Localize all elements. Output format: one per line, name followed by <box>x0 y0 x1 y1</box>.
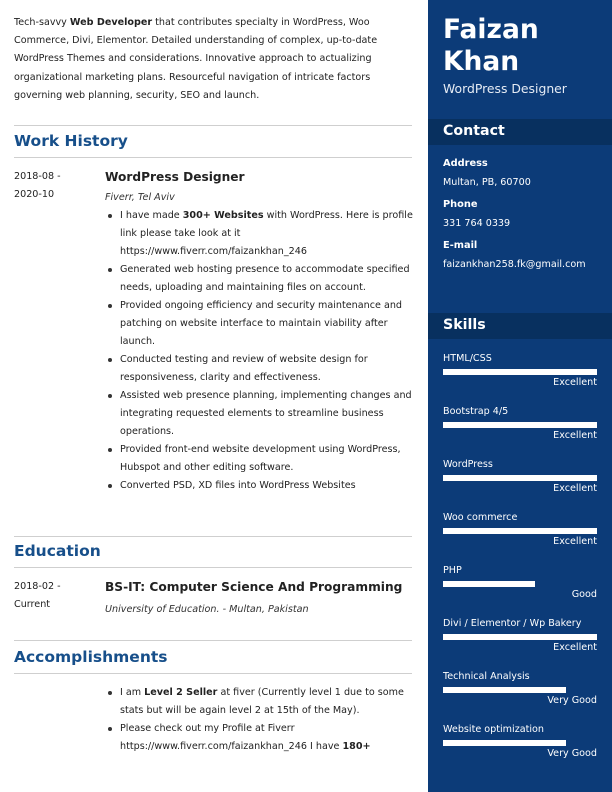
bullet-text: Generated web hosting presence to accommodate specified needs, uploading and maintaining files on account. <box>120 264 410 293</box>
accomplishments-bullet-list <box>105 684 413 756</box>
divider <box>14 673 412 674</box>
skill-bar <box>443 634 597 640</box>
bullet-text: Please check out my Profile at Fiverr https://www.fiverr.com/faizankhan_246 I have <box>120 723 343 752</box>
address-value: Multan, PB, 60700 <box>443 177 531 188</box>
skill-name: Woo commerce <box>443 512 518 523</box>
accomplishments-heading: Accomplishments <box>14 648 168 666</box>
skill-bar-fill <box>443 634 597 640</box>
skill-bar-fill <box>443 475 597 481</box>
skill-name: HTML/CSS <box>443 353 492 364</box>
work-bullet-list <box>105 207 413 495</box>
bullet-text: with WordPress. Here is profile link please take look at it https://www.fiverr.com/faizankhan_246 <box>120 210 413 257</box>
summary-paragraph <box>14 14 414 105</box>
job-title: WordPress Designer <box>105 170 245 184</box>
work-date-start: 2018-08 - <box>14 171 61 182</box>
skill-name: Bootstrap 4/5 <box>443 406 509 417</box>
summary-emphasis: Web Developer <box>69 17 153 28</box>
address-label: Address <box>443 158 488 169</box>
divider <box>14 536 412 537</box>
skill-name: Website optimization <box>443 724 544 735</box>
phone-label: Phone <box>443 199 478 210</box>
job-company: Fiverr, Tel Aviv <box>105 192 175 203</box>
skill-bar <box>443 422 597 428</box>
summary-text-rest: that contributes specialty in WordPress, Woo Commerce, Divi, Elementor. Detailed understanding of complex, up-to-date WordPress Themes and considerations. Innovative approach to actualizing organizational marketing plans. Resourceful navigation of intricate factors governing web planning, security, SEO and launch. <box>14 17 378 101</box>
skill-bar-fill <box>443 687 566 693</box>
work-history-heading: Work History <box>14 132 128 150</box>
divider <box>14 640 412 641</box>
skill-bar-fill <box>443 581 535 587</box>
bullet-item <box>105 261 413 297</box>
contact-heading: Contact <box>443 123 505 139</box>
last-name: Khan <box>443 46 520 77</box>
skill-name: WordPress <box>443 459 493 470</box>
bullet-text: at fiver (Currently level 1 due to some stats but will be again level 2 at 15th of the May). <box>120 687 404 716</box>
bullet-item <box>105 351 413 387</box>
bullet-text: Provided ongoing efficiency and security maintenance and patching on website interface to maintain viability after launch. <box>120 300 402 347</box>
skill-level: Good <box>571 589 597 600</box>
skill-name: Technical Analysis <box>443 671 530 682</box>
phone-value: 331 764 0339 <box>443 218 511 229</box>
bullet-item <box>105 720 413 756</box>
skill-name: PHP <box>443 565 462 576</box>
bullet-emphasis: Level 2 Seller <box>144 687 218 698</box>
skill-level: Very Good <box>547 695 597 706</box>
skill-level: Excellent <box>553 536 597 547</box>
bullet-emphasis: 300+ Websites <box>182 210 264 221</box>
skill-bar <box>443 687 597 693</box>
education-date <box>14 578 94 614</box>
bullet-emphasis: 180+ <box>342 741 371 752</box>
school-name: University of Education. - Multan, Pakistan <box>105 604 309 615</box>
bullet-item <box>105 387 413 441</box>
summary-text: Tech-savvy <box>14 17 70 28</box>
bullet-item <box>105 441 413 477</box>
skill-level: Excellent <box>553 377 597 388</box>
name-heading <box>443 14 539 78</box>
bullet-item <box>105 207 413 261</box>
skill-bar-fill <box>443 528 597 534</box>
skill-bar-fill <box>443 422 597 428</box>
skill-bar-fill <box>443 369 597 375</box>
skills-heading: Skills <box>443 317 486 333</box>
divider <box>14 157 412 158</box>
bullet-text: Converted PSD, XD files into WordPress Websites <box>120 480 356 491</box>
first-name: Faizan <box>443 14 539 45</box>
skill-bar <box>443 528 597 534</box>
education-date-start: 2018-02 - <box>14 581 61 592</box>
skill-level: Very Good <box>547 748 597 759</box>
skill-bar <box>443 475 597 481</box>
bullet-text: I have made <box>120 210 183 221</box>
divider <box>14 125 412 126</box>
job-role: WordPress Designer <box>443 81 567 96</box>
bullet-text: Conducted testing and review of website design for responsiveness, clarity and effectiveness. <box>120 354 368 383</box>
email-value[interactable]: faizankhan258.fk@gmail.com <box>443 259 586 270</box>
skill-level: Excellent <box>553 642 597 653</box>
bullet-item <box>105 684 413 720</box>
work-date <box>14 168 94 204</box>
divider <box>14 567 412 568</box>
skill-level: Excellent <box>553 483 597 494</box>
bullet-text: I am <box>120 687 145 698</box>
bullet-text: Assisted web presence planning, implementing changes and integrating requested elements to streamline business operations. <box>120 390 412 437</box>
skill-bar <box>443 369 597 375</box>
email-label: E-mail <box>443 240 478 251</box>
bullet-item <box>105 477 413 495</box>
skill-name: Divi / Elementor / Wp Bakery <box>443 618 582 629</box>
bullet-text: Provided front-end website development using WordPress, Hubspot and other editing software. <box>120 444 401 473</box>
contact-header <box>428 119 612 145</box>
work-date-end: 2020-10 <box>14 189 55 200</box>
skill-level: Excellent <box>553 430 597 441</box>
skill-bar <box>443 740 597 746</box>
education-heading: Education <box>14 542 101 560</box>
degree-title: BS-IT: Computer Science And Programming <box>105 580 403 594</box>
education-date-end: Current <box>14 599 51 610</box>
skill-bar-fill <box>443 740 566 746</box>
bullet-item <box>105 297 413 351</box>
skills-header <box>428 313 612 339</box>
skill-bar <box>443 581 597 587</box>
